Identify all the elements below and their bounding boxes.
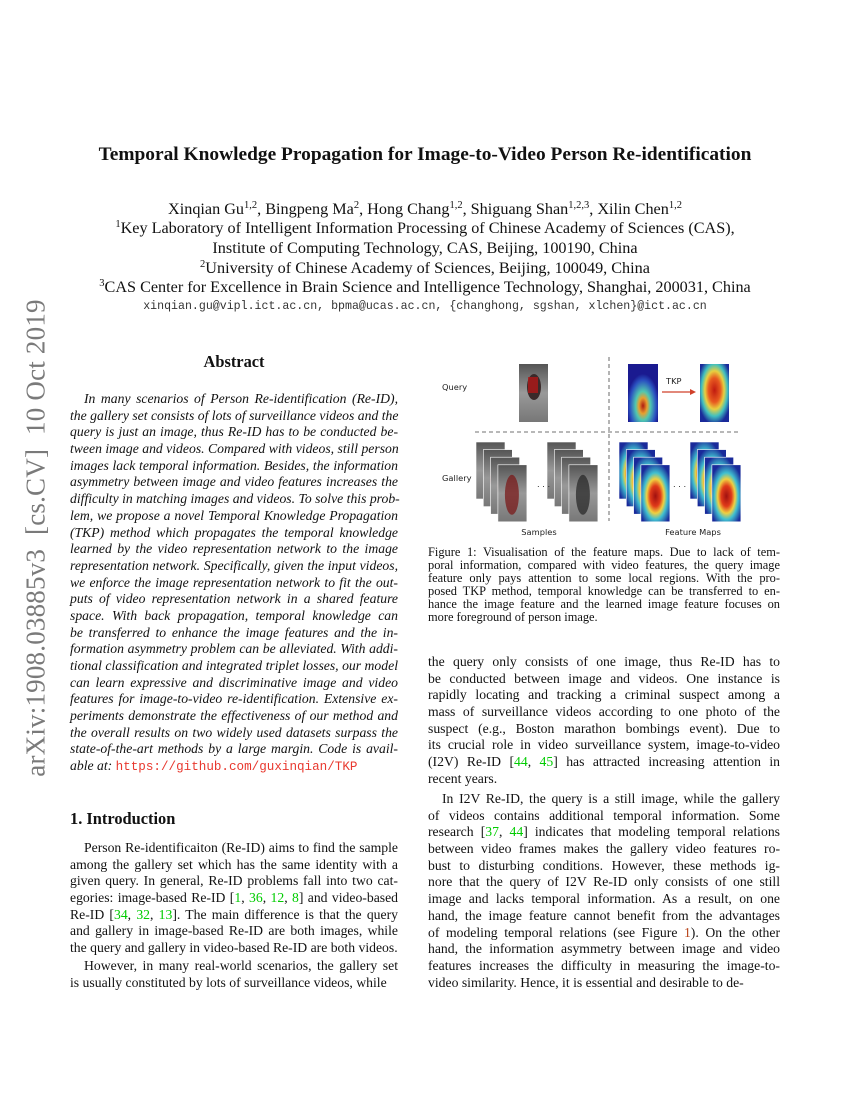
text-line: is usually constituted by lots of surveillance videos, while (70, 974, 387, 990)
citation-link[interactable]: 32 (136, 906, 150, 922)
text-line: rapidly locating and tracking a criminal suspect among a (428, 687, 780, 703)
text-line: Re-ID [34, 32, 13]. The main difference is that the query (70, 906, 398, 922)
author: Xilin Chen$^{1,2}$ (597, 200, 682, 218)
citation-link[interactable]: 37 (485, 824, 499, 840)
text-line: (I2V) Re-ID [44, 45] has attracted increasing attention in (428, 754, 780, 770)
text-line: difficulty in matching images and videos. To solve this prob- (70, 491, 400, 507)
citation-link[interactable]: 45 (539, 754, 554, 770)
feature-maps-label: Feature Maps (665, 527, 721, 537)
text-line: recent years. (428, 770, 498, 786)
text-line: Figure 1: Visualisation of the feature maps. Due to lack of tem- (428, 545, 780, 559)
video-sample-stack (547, 442, 598, 522)
citation-link[interactable]: 8 (291, 890, 299, 906)
video-sample-stack (476, 442, 527, 522)
text-line: tween image and videos. Compared with videos, still person (70, 441, 399, 457)
person-silhouette (505, 475, 519, 515)
author: Shiguang Shan$^{1,2,3}$ (470, 200, 590, 218)
text-line: its crucial role in video surveillance system, image-to-video (428, 737, 780, 753)
citation-link[interactable]: 1 (234, 890, 242, 906)
text-line: representation network. Specifically, given the input videos, (70, 557, 398, 573)
text-line: of modeling temporal relations (see Figure 1). On the other (428, 924, 780, 940)
text-line: given query. In general, Re-ID problems fall into two cat- (70, 873, 398, 889)
arxiv-identifier-stamp: arXiv:1908.03885v3 [cs.CV] 10 Oct 2019 (20, 299, 51, 777)
text-line: be transferred to enhance the image features and the in- (70, 624, 398, 640)
tkp-label: TKP (666, 376, 682, 386)
text-line: lem, we propose a novel Temporal Knowledge Propagation (70, 507, 398, 523)
intro-paragraph-1 (70, 840, 398, 957)
affiliation: $^2$University of Chinese Academy of Sciences, Beijing, 100049, China (200, 259, 650, 277)
ellipsis: . . . (673, 479, 687, 489)
introduction-heading: 1. Introduction (70, 809, 176, 828)
text-line: features for image-to-video re-identification. Extensive ex- (70, 691, 398, 707)
text-line: suspect (e.g., Boston marathon bombings event). Due to (428, 720, 780, 736)
text-line: nore that the query of I2V Re-ID only consists of one still (428, 874, 780, 890)
text-line: can learn expressive and discriminative image and video (70, 674, 398, 690)
text-line: Person Re-identificaiton (Re-ID) aims to find the sample (84, 840, 398, 855)
author: Xinqian Gu$^{1,2}$ (168, 200, 258, 218)
feature-map-frame (641, 465, 670, 522)
text-line: among the gallery set which has the same identity with a (70, 856, 398, 872)
feature-map-frame (712, 465, 741, 522)
text-line: space. With back propagation, temporal knowledge can (70, 607, 398, 623)
text-line: image and lacks temporal information. As a result, on one (428, 891, 780, 907)
citation-link[interactable]: 44 (509, 824, 524, 840)
ellipsis: . . . (537, 479, 551, 489)
figure-caption (428, 546, 780, 625)
author-emails: xinqian.gu@vipl.ict.ac.cn, bpma@ucas.ac.cn, {changhong, sgshan, xlchen}@ict.ac.cn (143, 300, 707, 313)
text-line: video similarity. Hence, it is essential and desirable to de- (428, 974, 744, 990)
text-line: bust to disturbing conditions. However, these methods ig- (428, 857, 780, 873)
text-line: asymmetry between image and video features increases the (70, 474, 398, 490)
text-line: the gallery set consists of lots of surveillance videos and the (70, 407, 399, 423)
intro-paragraph-2 (70, 958, 398, 991)
text-line: of videos contains additional temporal information. Some (428, 807, 780, 823)
paper-title: Temporal Knowledge Propagation for Image-to-Video Person Re-identification (98, 144, 752, 165)
text-line: query is just an image, thus Re-ID has to be conducted be- (70, 424, 398, 440)
citation-link[interactable]: 36 (249, 890, 263, 906)
text-line: features increases the difficulty in measuring the image-to- (428, 957, 780, 973)
affiliation: Institute of Computing Technology, CAS, Beijing, 100190, China (212, 239, 638, 257)
tkp-arrow-icon (662, 389, 696, 395)
gallery-row-label: Gallery (442, 473, 472, 483)
text-line: feature only pays attention to some local regions. With the pro- (428, 571, 780, 586)
abstract-heading: Abstract (203, 352, 265, 371)
text-line: be conducted between image and videos. One instance is (428, 670, 780, 686)
person-silhouette (576, 475, 590, 515)
text-line: formation asymmetry problem can be alleviated. With addi- (70, 641, 398, 657)
code-url-link[interactable]: https://github.com/guxinqian/TKP (115, 760, 358, 775)
text-line: In many scenarios of Person Re-identification (Re-ID), (84, 391, 398, 406)
text-line: the query and gallery in video-based Re-ID are both videos. (70, 940, 398, 956)
text-line: poral information, compared with video features, the query image (428, 558, 780, 573)
citation-link[interactable]: 34 (113, 906, 128, 922)
author: Bingpeng Ma$^2$ (265, 200, 360, 218)
text-line: puts of video representation network in a shared feature (70, 591, 398, 607)
text-line: In I2V Re-ID, the query is a still image, while the gallery (442, 791, 780, 806)
feature-map-stack (619, 442, 670, 522)
query-heatmap-after (700, 364, 729, 422)
text-line: However, in many real-world scenarios, the gallery set (84, 958, 398, 973)
author: Hong Chang$^{1,2}$ (367, 200, 463, 218)
samples-label: Samples (521, 527, 557, 537)
text-line: more foreground of person image. (428, 610, 598, 625)
text-line: able at: https://github.com/guxinqian/TKP (70, 758, 358, 775)
figure-reference-link[interactable]: 1 (683, 924, 691, 940)
abstract-paragraph (70, 391, 398, 775)
text-line: the overall results on two widely used datasets surpass the (70, 724, 398, 740)
text-line: mass of surveillance videos according to one photo of the (428, 704, 780, 720)
text-line: egories: image-based Re-ID [1, 36, 12, 8] and video-based (70, 890, 399, 906)
text-line: posed TKP method, temporal knowledge can be transferred to en- (428, 584, 780, 599)
text-line: images lack temporal information. Besides, the information (70, 457, 398, 473)
text-line: between video frames makes the gallery video features ro- (428, 841, 780, 857)
right-paragraph-1 (428, 654, 780, 788)
figure-1-feature-maps (430, 355, 750, 545)
text-line: periments demonstrate the effectiveness of our method and (70, 708, 398, 724)
citation-link[interactable]: 12 (270, 890, 285, 906)
text-line: and gallery in image-based Re-ID are both images, while (70, 923, 398, 939)
text-line: hand, the information asymmetry between image and video (428, 941, 780, 957)
text-line: hand, the image feature cannot benefit from the advantages (428, 907, 780, 923)
affiliation: $^3$CAS Center for Excellence in Brain Science and Intelligence Technology, Shanghai, 200031, China (99, 278, 751, 296)
affiliation: $^1$Key Laboratory of Intelligent Information Processing of Chinese Academy of Sciences (CAS), (115, 219, 735, 237)
right-paragraph-2 (428, 791, 780, 991)
text-line: the query only consists of one image, thus Re-ID has to (428, 654, 780, 669)
text-line: hance the image feature and the learned image feature focuses on (428, 597, 780, 612)
citation-link[interactable]: 44 (514, 754, 528, 770)
feature-map-stack (690, 442, 741, 522)
text-line: we enforce the image representation network to fit the out- (70, 574, 398, 590)
query-row-label: Query (442, 382, 468, 392)
text-line: (TKP) method which propagates the temporal knowledge (70, 524, 398, 540)
query-heatmap-before (628, 364, 658, 422)
text-line: research [37, 44] indicates that modeling temporal relations (428, 824, 780, 840)
author-list: Xinqian Gu$^{1,2}$, Bingpeng Ma$^2$, Hong Chang$^{1,2}$, Shiguang Shan$^{1,2,3}$, Xilin Chen$^{1,2}$ (168, 200, 682, 218)
citation-link[interactable]: 13 (158, 906, 173, 922)
text-line: tional classification and integrated triplet losses, our model (70, 658, 398, 673)
text-line: learned by the video representation network to the image (70, 541, 398, 557)
query-image (519, 364, 548, 422)
text-line: state-of-the-art methods by a large margin. Code is avail- (70, 741, 398, 757)
